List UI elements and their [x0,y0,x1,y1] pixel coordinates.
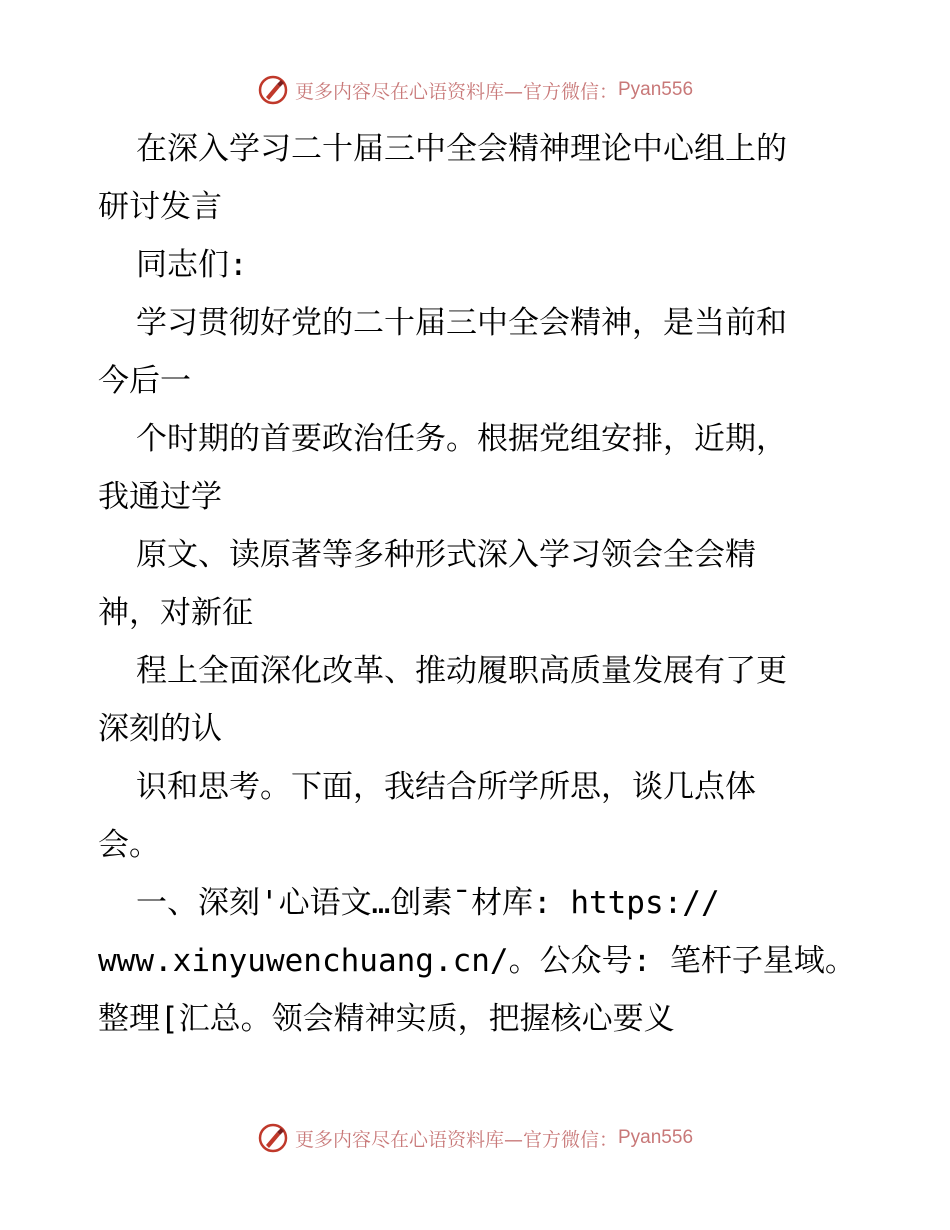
doc-line-section-heading: 一、深刻'心语文…创素¯材库: https:// [136,885,720,921]
footer-watermark-banner [0,1118,950,1158]
doc-line-title-1: 在深入学习二十届三中全会精神理论中心组上的 [136,131,787,167]
doc-line: 个时期的首要政治任务。根据党组安排，近期， [136,421,787,457]
wechat-id: Pyan556 [618,1127,694,1148]
doc-line: 今后一 [98,363,191,399]
wechat-id: Pyan556 [618,79,694,100]
doc-line: www.xinyuwenchuang.cn/。公众号: 笔杆子星域。 [98,943,856,979]
pen-circle-icon [257,74,289,106]
doc-line: 整理[汇总。领会精神实质，把握核心要义 [98,1001,675,1037]
banner-text: 更多内容尽在心语资料库—官方微信： [294,1128,618,1151]
doc-line: 我通过学 [98,479,222,515]
pen-circle-icon [257,1122,289,1154]
banner-text: 更多内容尽在心语资料库—官方微信： [294,80,618,103]
doc-line: 识和思考。下面，我结合所学所思，谈几点体 [136,769,756,805]
header-watermark-banner [0,70,950,110]
doc-line: 会。 [98,827,160,863]
doc-line: 深刻的认 [98,711,222,747]
doc-line: 程上全面深化改革、推动履职高质量发展有了更 [136,653,787,689]
doc-line: 神，对新征 [98,595,253,631]
document-body [98,120,858,1048]
doc-line-greeting: 同志们: [136,247,248,283]
doc-line: 学习贯彻好党的二十届三中全会精神，是当前和 [136,305,787,341]
doc-line-title-2: 研讨发言 [98,189,222,225]
doc-line: 原文、读原著等多种形式深入学习领会全会精 [136,537,756,573]
